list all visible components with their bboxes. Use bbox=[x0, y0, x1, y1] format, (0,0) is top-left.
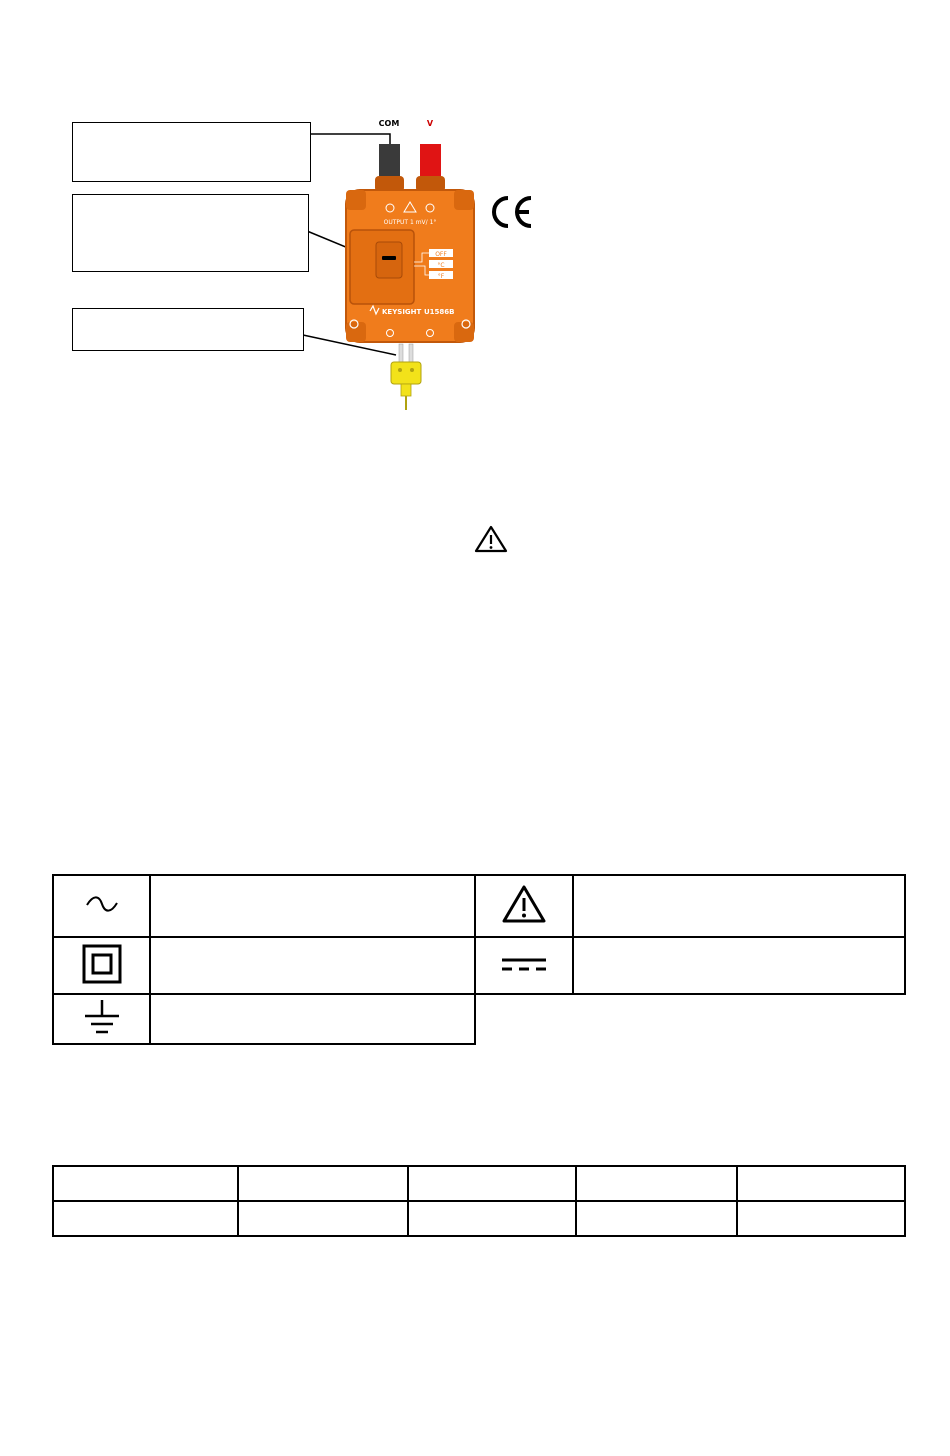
switch-c-label: °C bbox=[437, 262, 445, 269]
caution-triangle-icon bbox=[501, 884, 547, 924]
spec-header-cell bbox=[576, 1166, 737, 1201]
ce-mark-icon bbox=[489, 195, 535, 229]
thermocouple-adapter-illustration bbox=[330, 112, 490, 412]
thermocouple-plug bbox=[391, 362, 421, 384]
symbol-cell bbox=[53, 875, 150, 937]
symbols-row bbox=[53, 937, 905, 994]
symbol-description-cell bbox=[150, 994, 475, 1044]
spec-cell bbox=[408, 1201, 576, 1236]
callout-box-thermocouple bbox=[72, 308, 304, 351]
symbol-cell bbox=[475, 937, 573, 994]
spec-cell bbox=[53, 1201, 238, 1236]
spec-table-header-row bbox=[53, 1166, 905, 1201]
spec-table-row bbox=[53, 1201, 905, 1236]
terminal-com-label: COM bbox=[378, 119, 400, 128]
switch-f-label: °F bbox=[437, 273, 445, 280]
spec-cell bbox=[238, 1201, 408, 1236]
model-label: U1586B bbox=[424, 308, 455, 316]
brand-label: KEYSIGHT bbox=[382, 308, 422, 316]
symbols-row bbox=[53, 875, 905, 937]
switch-off-label: OFF bbox=[435, 251, 447, 258]
dc-icon bbox=[501, 954, 547, 974]
terminal-v-label: V bbox=[426, 119, 434, 128]
spec-header-cell bbox=[408, 1166, 576, 1201]
callout-box-switch bbox=[72, 194, 309, 272]
empty-cell bbox=[475, 994, 905, 1044]
inline-caution-icon bbox=[474, 525, 508, 553]
spec-cell bbox=[737, 1201, 905, 1236]
symbol-description-cell bbox=[573, 875, 905, 937]
spec-header-cell bbox=[737, 1166, 905, 1201]
symbol-cell bbox=[475, 875, 573, 937]
symbol-description-cell bbox=[573, 937, 905, 994]
spec-table bbox=[52, 1165, 906, 1237]
symbols-table bbox=[52, 874, 906, 1045]
callout-box-terminals bbox=[72, 122, 311, 182]
spec-header-cell bbox=[238, 1166, 408, 1201]
spec-header-cell bbox=[53, 1166, 238, 1201]
spec-cell bbox=[576, 1201, 737, 1236]
ground-icon bbox=[82, 998, 122, 1036]
symbols-row bbox=[53, 994, 905, 1044]
ac-wave-icon bbox=[85, 893, 119, 915]
symbol-cell bbox=[53, 937, 150, 994]
symbol-description-cell bbox=[150, 875, 475, 937]
symbol-cell bbox=[53, 994, 150, 1044]
double-insulation-icon bbox=[82, 944, 122, 984]
symbol-description-cell bbox=[150, 937, 475, 994]
device-output-label: OUTPUT 1 mV/ 1° bbox=[383, 219, 437, 226]
